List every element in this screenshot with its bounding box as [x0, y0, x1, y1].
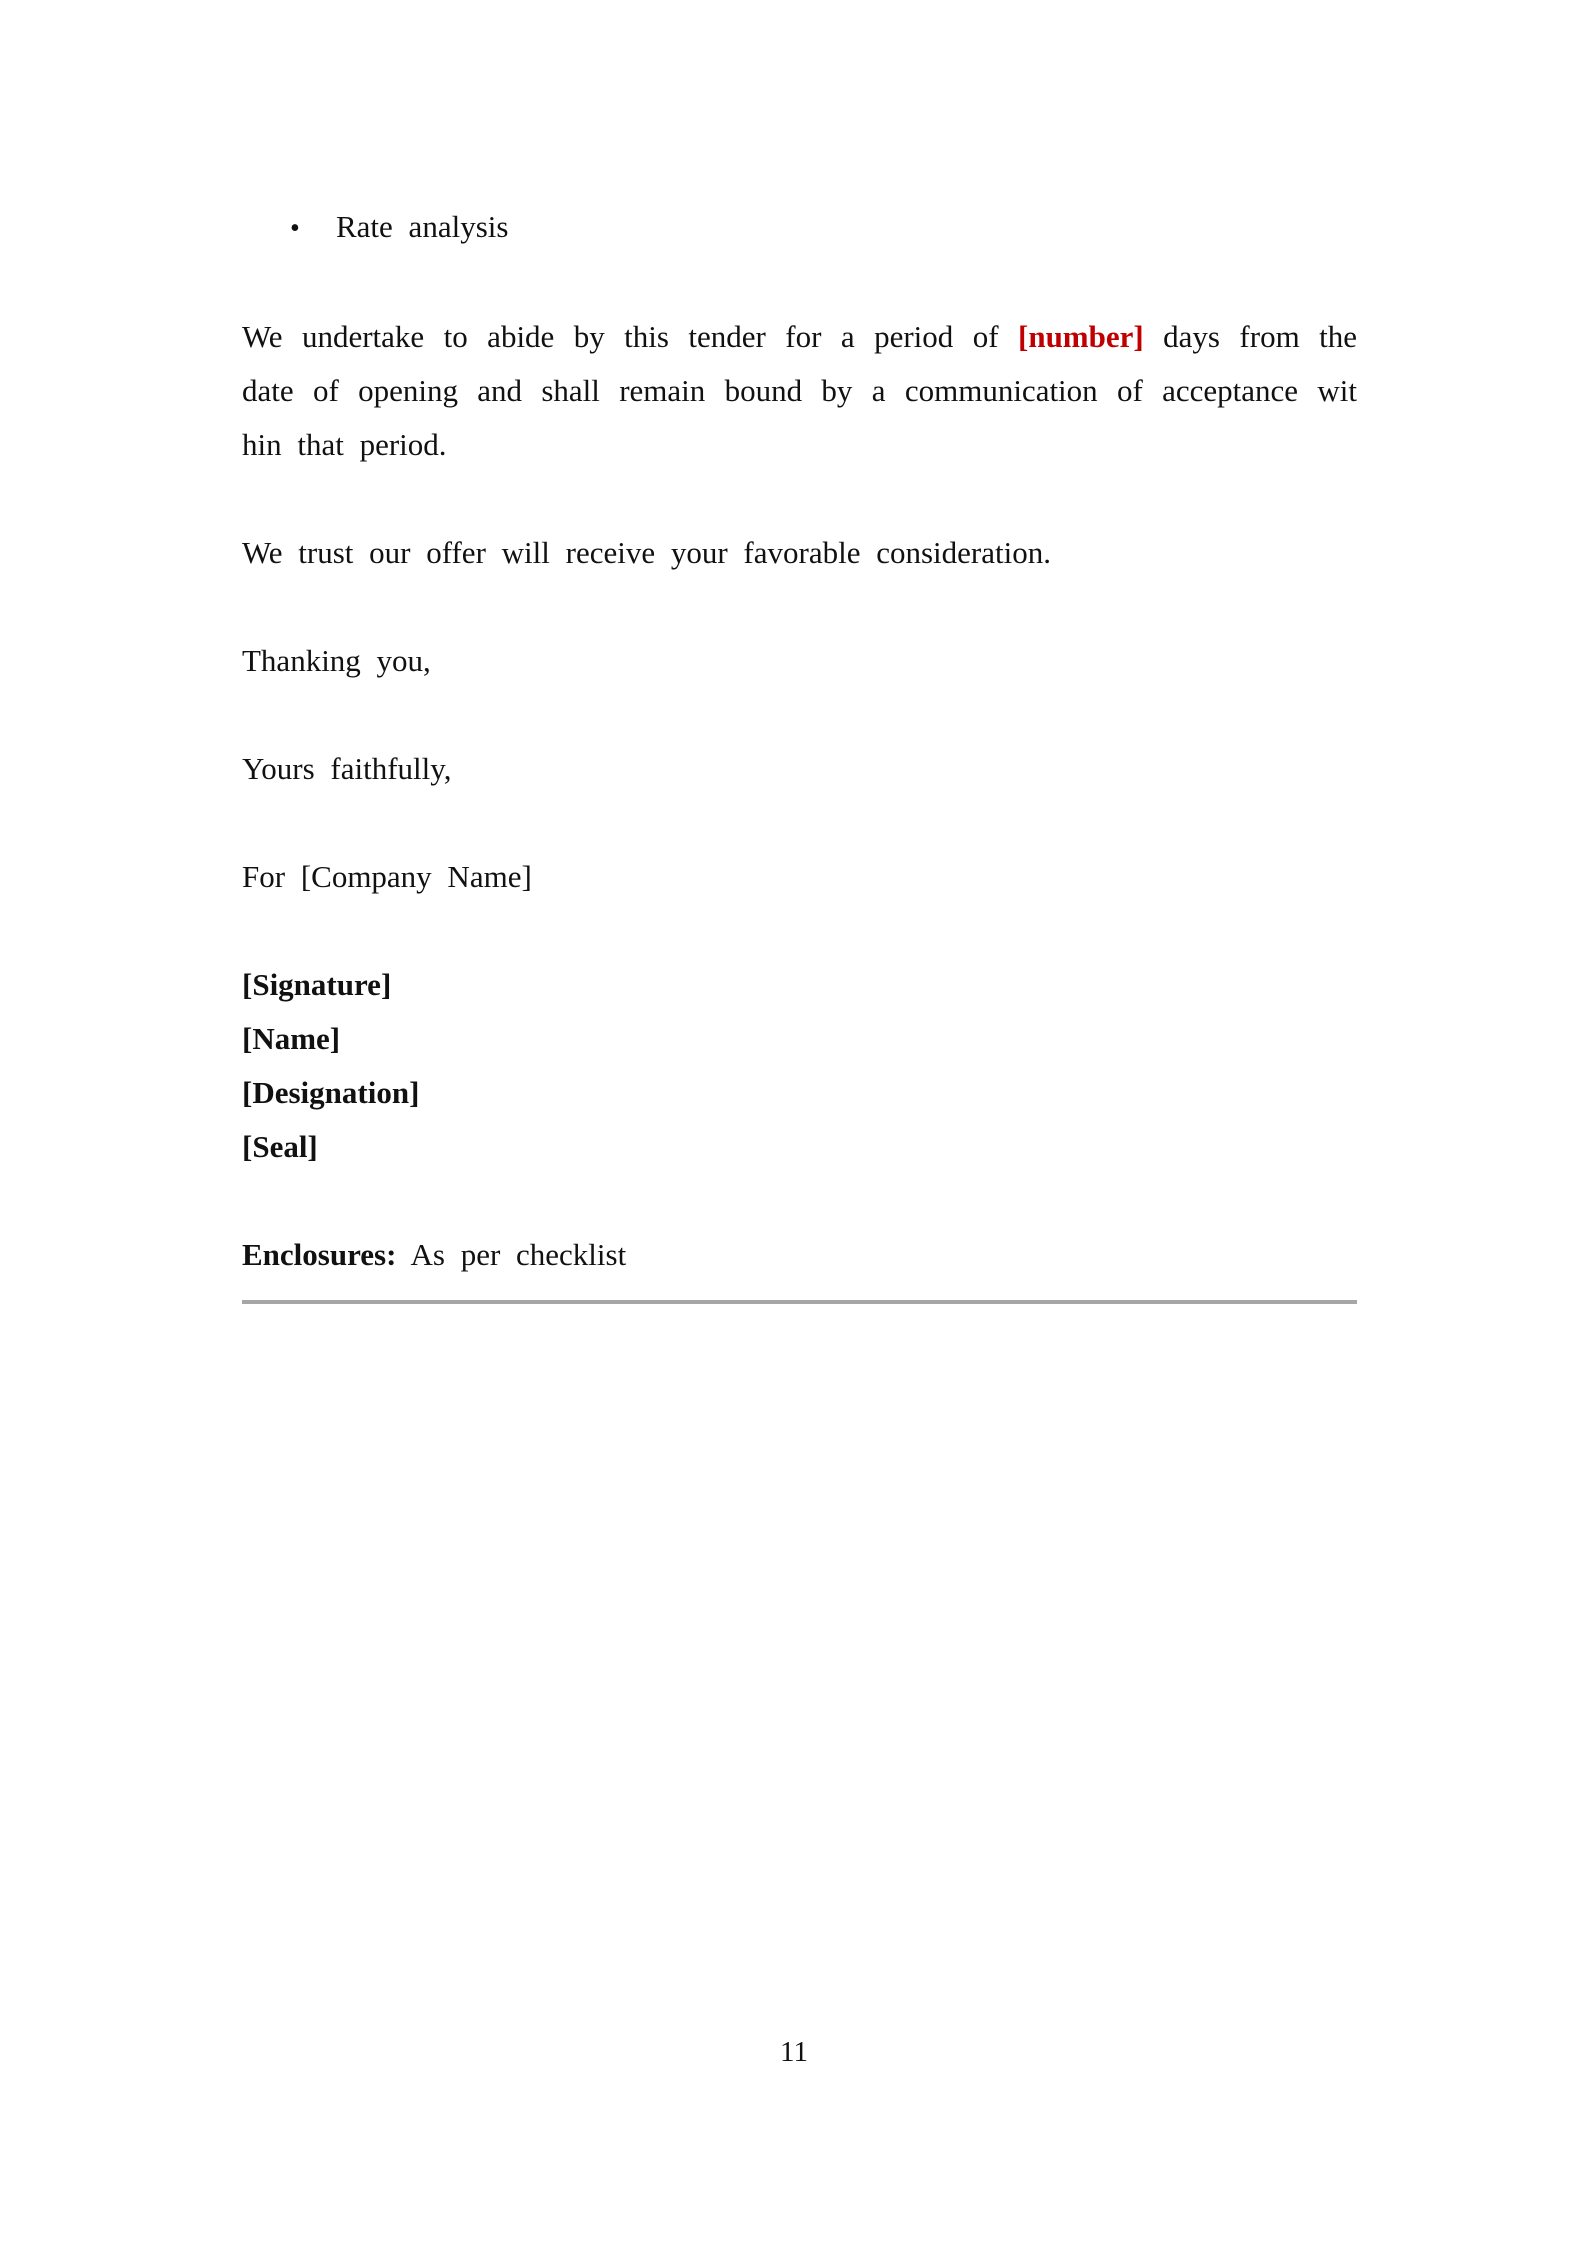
- signature-block: [242, 958, 1357, 1174]
- undertaking-text-end: days from the date of opening and shall remain bound by a communication of acceptance wit hin that period.: [242, 319, 1357, 462]
- signature-placeholder: [Signature]: [242, 967, 392, 1002]
- name-placeholder: [Name]: [242, 1021, 341, 1056]
- thanking-line: Thanking you,: [242, 643, 431, 678]
- enclosures-label: Enclosures:: [242, 1237, 397, 1272]
- closing-line: Yours faithfully,: [242, 751, 452, 786]
- trust-paragraph: We trust our offer will receive your favorable consideration.: [242, 535, 1051, 570]
- designation-placeholder: [Designation]: [242, 1075, 420, 1110]
- letter-body: [242, 200, 1357, 1282]
- horizontal-divider: [242, 1300, 1357, 1304]
- page-number: 11: [780, 2036, 808, 2068]
- undertaking-text-start: We undertake to abide by this tender for a period of: [242, 319, 1018, 354]
- enclosures-line: [242, 1228, 1357, 1282]
- seal-placeholder: [Seal]: [242, 1129, 318, 1164]
- enclosures-value: As per checklist: [396, 1237, 627, 1272]
- bullet-icon: •: [290, 213, 300, 244]
- undertaking-paragraph: [242, 310, 1357, 472]
- number-placeholder: [number]: [1018, 319, 1144, 354]
- bullet-text: Rate analysis: [336, 209, 509, 244]
- company-line: For [Company Name]: [242, 859, 532, 894]
- list-item: [290, 200, 1357, 256]
